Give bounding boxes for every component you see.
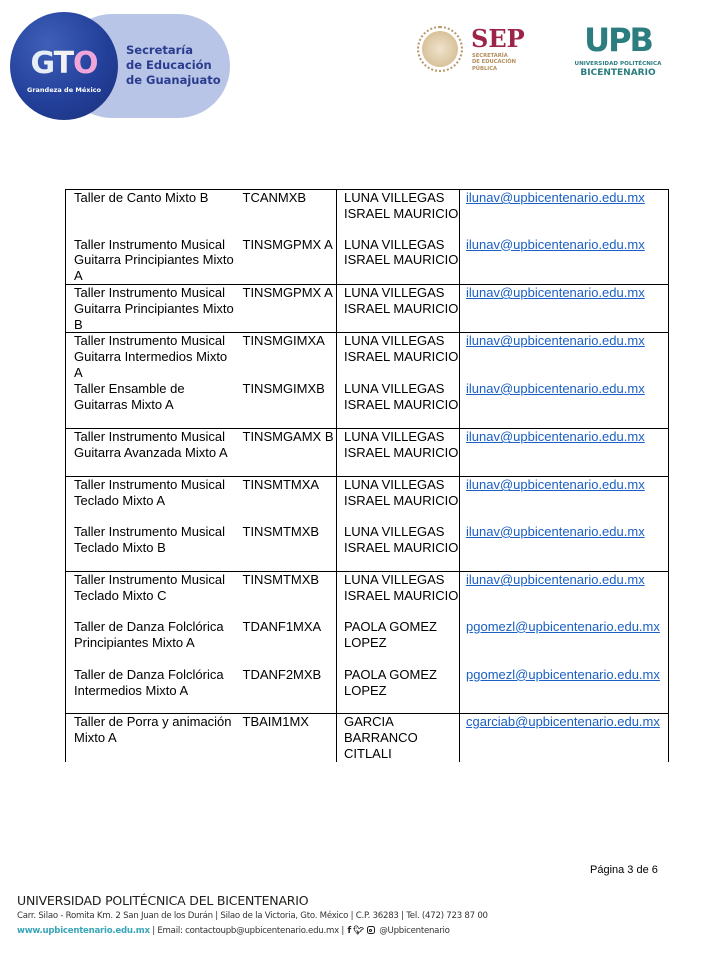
- email-cell: [460, 333, 669, 381]
- gto-logo-text: [126, 43, 221, 88]
- table-row: [66, 429, 669, 477]
- course-cell: Taller de Porra y animación Mixto A: [66, 714, 235, 762]
- code-cell: TCANMXB: [235, 190, 337, 237]
- table-row: [66, 333, 669, 381]
- table-row: [66, 619, 669, 667]
- email-cell: [460, 572, 669, 619]
- sep-logo: [415, 24, 535, 80]
- course-cell: Taller Instrumento Musical Teclado Mixto B: [66, 524, 235, 572]
- table-row: [66, 381, 669, 429]
- table-row: [66, 524, 669, 572]
- course-cell: Taller de Danza Folclórica Principiantes Mixto A: [66, 619, 235, 667]
- email-link[interactable]: ilunav@upbicentenario.edu.mx: [466, 477, 645, 493]
- email-link[interactable]: ilunav@upbicentenario.edu.mx: [466, 429, 645, 445]
- gto-logo-letters: [22, 46, 106, 81]
- course-cell: Taller Instrumento Musical Teclado Mixto C: [66, 572, 235, 619]
- instagram-icon[interactable]: [367, 926, 375, 934]
- twitter-icon[interactable]: 🐦︎: [353, 926, 364, 936]
- footer-email: | Email: contactoupb@upbicentenario.edu.mx |: [149, 926, 347, 936]
- email-link[interactable]: ilunav@upbicentenario.edu.mx: [466, 285, 645, 300]
- email-link[interactable]: ilunav@upbicentenario.edu.mx: [466, 523, 645, 539]
- course-cell: Taller de Danza Folclórica Intermedios Mixto A: [66, 667, 235, 714]
- teacher-cell: LUNA VILLEGAS ISRAEL MAURICIO: [337, 333, 460, 381]
- code-cell: TINSMGIMXA: [235, 333, 337, 381]
- gto-logo-tagline: Grandeza de México: [27, 86, 101, 94]
- workshops-table-body: [66, 190, 669, 762]
- table-row: [66, 190, 669, 237]
- email-cell: [460, 237, 669, 285]
- upb-logo-mark: UPB: [584, 21, 652, 59]
- email-link[interactable]: pgomezl@upbicentenario.edu.mx: [466, 618, 660, 634]
- code-cell: TBAIM1MX: [235, 714, 337, 762]
- course-cell: Taller Instrumento Musical Guitarra Avanzada Mixto A: [66, 429, 235, 477]
- code-cell: TINSMGAMX B: [235, 429, 337, 477]
- email-link[interactable]: pgomezl@upbicentenario.edu.mx: [466, 666, 660, 682]
- course-cell: Taller Instrumento Musical Guitarra Principiantes Mixto B: [66, 285, 235, 333]
- email-link[interactable]: ilunav@upbicentenario.edu.mx: [466, 333, 645, 349]
- upb-logo-line1: UNIVERSIDAD POLITÉCNICA: [574, 61, 662, 67]
- code-cell: TINSMGPMX A: [235, 285, 337, 333]
- email-link[interactable]: ilunav@upbicentenario.edu.mx: [466, 236, 645, 252]
- national-seal-icon: [417, 26, 463, 72]
- teacher-cell: PAOLA GOMEZ LOPEZ: [337, 619, 460, 667]
- course-cell: Taller Ensamble de Guitarras Mixto A: [66, 381, 235, 429]
- teacher-cell: LUNA VILLEGAS ISRAEL MAURICIO: [337, 477, 460, 524]
- email-link[interactable]: ilunav@upbicentenario.edu.mx: [466, 190, 645, 205]
- course-cell: Taller de Canto Mixto B: [66, 190, 235, 237]
- upb-logo: [563, 22, 673, 80]
- table-row: [66, 572, 669, 619]
- course-cell: Taller Instrumento Musical Teclado Mixto A: [66, 477, 235, 524]
- email-link[interactable]: cgarciab@upbicentenario.edu.mx: [466, 714, 660, 730]
- email-cell: [460, 619, 669, 667]
- email-link[interactable]: ilunav@upbicentenario.edu.mx: [466, 572, 645, 588]
- footer-contact: [17, 926, 450, 936]
- workshops-table: [65, 189, 669, 762]
- teacher-cell: LUNA VILLEGAS ISRAEL MAURICIO: [337, 572, 460, 619]
- teacher-cell: LUNA VILLEGAS ISRAEL MAURICIO: [337, 524, 460, 572]
- footer-social-handle: @Upbicentenario: [379, 926, 450, 936]
- teacher-cell: LUNA VILLEGAS ISRAEL MAURICIO: [337, 237, 460, 285]
- course-cell: Taller Instrumento Musical Guitarra Intermedios Mixto A: [66, 333, 235, 381]
- code-cell: TINSMGPMX A: [242, 236, 333, 252]
- gto-logo-line: de Educación: [126, 58, 212, 72]
- teacher-cell: PAOLA GOMEZ LOPEZ: [337, 667, 460, 714]
- footer-website-link[interactable]: www.upbicentenario.edu.mx: [17, 926, 150, 936]
- facebook-icon[interactable]: f: [347, 926, 352, 936]
- email-cell: [460, 381, 669, 429]
- teacher-cell: GARCIA BARRANCO CITLALI: [337, 714, 460, 762]
- email-cell: [460, 714, 669, 762]
- email-cell: [460, 429, 669, 477]
- sep-logo-line: SECRETARÍA: [472, 53, 508, 59]
- gto-logo-line: Secretaría: [126, 43, 194, 57]
- teacher-cell: LUNA VILLEGAS ISRAEL MAURICIO: [337, 381, 460, 429]
- table-row: [66, 477, 669, 524]
- gto-logo-line: de Guanajuato: [126, 73, 221, 87]
- email-cell: [460, 667, 669, 714]
- gto-letter-g: G: [30, 46, 54, 81]
- code-cell: TINSMTMXB: [242, 523, 320, 539]
- sep-logo-line: DE EDUCACIÓN: [472, 59, 517, 66]
- teacher-cell: LUNA VILLEGAS ISRAEL MAURICIO: [337, 285, 460, 333]
- code-cell: TDANF2MXB: [242, 666, 322, 682]
- upb-logo-line2: BICENTENARIO: [580, 68, 656, 78]
- teacher-cell: LUNA VILLEGAS ISRAEL MAURICIO: [337, 429, 460, 477]
- code-cell: TINSMGIMXB: [242, 380, 325, 396]
- table-row: [66, 285, 669, 333]
- sep-logo-subtitle: [472, 53, 516, 72]
- gto-letter-o: O: [73, 46, 98, 81]
- footer-address: Carr. Silao - Romita Km. 2 San Juan de los Durán | Silao de la Victoria, Gto. México | C.P. 36283 | Tel. (472) 723 87 00: [17, 911, 488, 921]
- email-cell: [460, 477, 669, 524]
- code-cell: TINSMTMXA: [235, 477, 337, 524]
- gto-letter-t: T: [53, 46, 74, 81]
- code-cell: TINSMTMXB: [235, 572, 337, 619]
- table-row: [66, 237, 669, 285]
- code-cell: TDANF1MXA: [242, 618, 322, 634]
- course-cell: Taller Instrumento Musical Guitarra Principiantes Mixto A: [66, 237, 235, 285]
- email-cell: [460, 190, 669, 237]
- sep-logo-title: SEP: [471, 24, 525, 53]
- email-cell: [460, 524, 669, 572]
- email-cell: [460, 285, 669, 333]
- page-number: Página 3 de 6: [590, 864, 658, 876]
- table-row: [66, 714, 669, 762]
- email-link[interactable]: ilunav@upbicentenario.edu.mx: [466, 380, 645, 396]
- footer-title: UNIVERSIDAD POLITÉCNICA DEL BICENTENARIO: [17, 893, 309, 908]
- sep-logo-line: PÚBLICA: [472, 65, 498, 72]
- teacher-cell: LUNA VILLEGAS ISRAEL MAURICIO: [337, 190, 460, 237]
- gto-logo: [10, 12, 232, 120]
- table-row: [66, 667, 669, 714]
